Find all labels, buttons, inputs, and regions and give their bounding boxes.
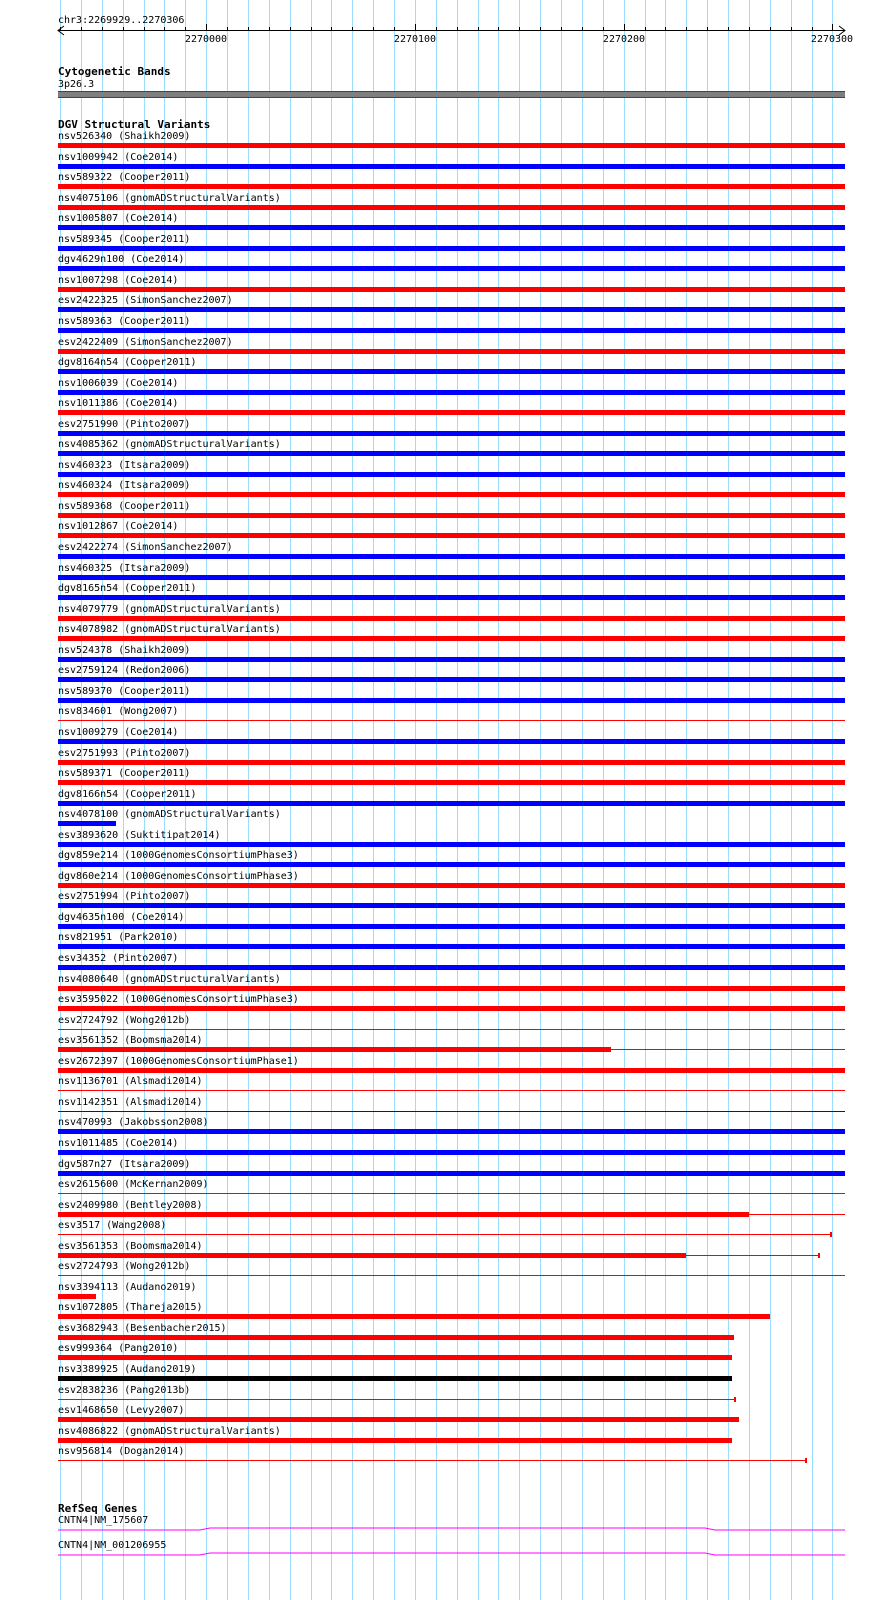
gene-label[interactable]: CNTN4|NM_175607 — [58, 1515, 149, 1526]
variant-bar[interactable] — [58, 862, 845, 867]
variant-extent-line[interactable] — [686, 1255, 820, 1256]
variant-label[interactable]: esv34352 (Pinto2007) — [58, 953, 179, 964]
variant-label[interactable]: nsv589322 (Cooper2011) — [58, 172, 191, 183]
dgv-track-title: DGV Structural Variants — [58, 118, 211, 131]
variant-bar[interactable] — [58, 780, 845, 785]
variant-label[interactable]: esv2615600 (McKernan2009) — [58, 1179, 209, 1190]
variant-bar[interactable] — [58, 821, 116, 826]
variant-bar[interactable] — [58, 205, 845, 210]
variant-label[interactable]: nsv589363 (Cooper2011) — [58, 316, 191, 327]
variant-extent-line[interactable] — [58, 1234, 832, 1235]
variant-extent-line[interactable] — [749, 1214, 845, 1215]
variant-label[interactable]: nsv1011386 (Coe2014) — [58, 398, 179, 409]
variant-bar[interactable] — [58, 801, 845, 806]
variant-label[interactable]: esv2751990 (Pinto2007) — [58, 419, 191, 430]
variant-bar[interactable] — [58, 184, 845, 189]
variant-end-cap — [818, 1253, 820, 1258]
variant-label[interactable]: nsv1009279 (Coe2014) — [58, 727, 179, 738]
variant-bar[interactable] — [58, 720, 845, 721]
variant-bar[interactable] — [58, 451, 845, 456]
variant-label[interactable]: esv2759124 (Redon2006) — [58, 665, 191, 676]
variant-bar[interactable] — [58, 760, 845, 765]
variant-label[interactable]: nsv1072805 (Thareja2015) — [58, 1302, 203, 1313]
variant-label[interactable]: nsv1006039 (Coe2014) — [58, 378, 179, 389]
variant-label[interactable]: esv2672397 (1000GenomesConsortiumPhase1) — [58, 1056, 299, 1067]
coordinate-ruler[interactable] — [0, 0, 890, 60]
variant-bar[interactable] — [58, 287, 845, 292]
variant-label[interactable]: nsv4078982 (gnomADStructuralVariants) — [58, 624, 281, 635]
variant-label[interactable]: esv3682943 (Besenbacher2015) — [58, 1323, 227, 1334]
variant-extent-line[interactable] — [58, 1460, 807, 1461]
variant-label[interactable]: nsv524378 (Shaikh2009) — [58, 645, 191, 656]
variant-label[interactable]: esv2422325 (SimonSanchez2007) — [58, 295, 233, 306]
variant-label[interactable]: nsv460323 (Itsara2009) — [58, 460, 191, 471]
variant-label[interactable]: dgv587n27 (Itsara2009) — [58, 1159, 191, 1170]
variant-label[interactable]: nsv956814 (Dogan2014) — [58, 1446, 185, 1457]
gene-label[interactable]: CNTN4|NM_001206955 — [58, 1540, 167, 1551]
variant-extent-line[interactable] — [58, 1399, 736, 1400]
variant-label[interactable]: nsv4078100 (gnomADStructuralVariants) — [58, 809, 281, 820]
variant-bar[interactable] — [58, 1171, 845, 1176]
variant-label[interactable]: esv2422409 (SimonSanchez2007) — [58, 337, 233, 348]
variant-label[interactable]: nsv460325 (Itsara2009) — [58, 563, 191, 574]
variant-bar[interactable] — [58, 657, 845, 662]
variant-label[interactable]: nsv1142351 (Alsmadi2014) — [58, 1097, 203, 1108]
variant-bar[interactable] — [58, 1275, 845, 1276]
cytoband-label: 3p26.3 — [58, 79, 95, 90]
cytoband-bar[interactable] — [58, 91, 845, 98]
variant-label[interactable]: nsv589371 (Cooper2011) — [58, 768, 191, 779]
variant-label[interactable]: nsv821951 (Park2010) — [58, 932, 179, 943]
variant-label[interactable]: esv2838236 (Pang2013b) — [58, 1385, 191, 1396]
variant-bar[interactable] — [58, 513, 845, 518]
variant-bar[interactable] — [58, 1029, 845, 1030]
variant-bar[interactable] — [58, 390, 845, 395]
variant-label[interactable]: nsv1007298 (Coe2014) — [58, 275, 179, 286]
variant-bar[interactable] — [58, 1068, 845, 1073]
variant-label[interactable]: nsv4075106 (gnomADStructuralVariants) — [58, 193, 281, 204]
variant-bar[interactable] — [58, 924, 845, 929]
variant-label[interactable]: nsv1012867 (Coe2014) — [58, 521, 179, 532]
cytoband-track-title: Cytogenetic Bands — [58, 65, 171, 78]
variant-bar[interactable] — [58, 410, 845, 415]
variant-bar[interactable] — [58, 246, 845, 251]
ruler-tick-label: 2270000 — [184, 34, 228, 45]
variant-end-cap — [734, 1397, 736, 1402]
variant-bar[interactable] — [58, 349, 845, 354]
variant-bar[interactable] — [58, 1376, 732, 1381]
variant-label[interactable]: dgv4629n100 (Coe2014) — [58, 254, 185, 265]
variant-label[interactable]: nsv3394113 (Audano2019) — [58, 1282, 197, 1293]
variant-label[interactable]: dgv859e214 (1000GenomesConsortiumPhase3) — [58, 850, 299, 861]
variant-bar[interactable] — [58, 307, 845, 312]
variant-label[interactable]: dgv8164n54 (Cooper2011) — [58, 357, 197, 368]
gene-intron-line[interactable] — [0, 1525, 890, 1533]
variant-label[interactable]: nsv460324 (Itsara2009) — [58, 480, 191, 491]
variant-label[interactable]: esv3561352 (Boomsma2014) — [58, 1035, 203, 1046]
variant-label[interactable]: nsv589370 (Cooper2011) — [58, 686, 191, 697]
variant-bar[interactable] — [58, 986, 845, 991]
variant-bar[interactable] — [58, 1253, 686, 1258]
variant-label[interactable]: nsv4086822 (gnomADStructuralVariants) — [58, 1426, 281, 1437]
variant-bar[interactable] — [58, 266, 845, 271]
variant-label[interactable]: nsv470993 (Jakobsson2008) — [58, 1117, 209, 1128]
variant-bar[interactable] — [58, 431, 845, 436]
refseq-track-title: RefSeq Genes — [58, 1502, 138, 1515]
variant-bar[interactable] — [58, 1090, 845, 1091]
variant-bar[interactable] — [58, 944, 845, 949]
variant-label[interactable]: dgv860e214 (1000GenomesConsortiumPhase3) — [58, 871, 299, 882]
variant-bar[interactable] — [58, 739, 845, 744]
variant-bar[interactable] — [58, 1438, 732, 1443]
variant-bar[interactable] — [58, 472, 845, 477]
variant-bar[interactable] — [58, 492, 845, 497]
variant-bar[interactable] — [58, 369, 845, 374]
variant-label[interactable]: nsv526340 (Shaikh2009) — [58, 131, 191, 142]
variant-label[interactable]: nsv1011485 (Coe2014) — [58, 1138, 179, 1149]
variant-bar[interactable] — [58, 1193, 845, 1194]
variant-label[interactable]: nsv4079779 (gnomADStructuralVariants) — [58, 604, 281, 615]
variant-bar[interactable] — [58, 616, 845, 621]
variant-label[interactable]: esv2751993 (Pinto2007) — [58, 748, 191, 759]
variant-label[interactable]: esv3517 (Wang2008) — [58, 1220, 167, 1231]
variant-bar[interactable] — [58, 1129, 845, 1134]
variant-bar[interactable] — [58, 698, 845, 703]
variant-label[interactable]: esv3595022 (1000GenomesConsortiumPhase3) — [58, 994, 299, 1005]
variant-bar[interactable] — [58, 1355, 732, 1360]
variant-label[interactable]: dgv8166n54 (Cooper2011) — [58, 789, 197, 800]
variant-bar[interactable] — [58, 1212, 749, 1217]
variant-label[interactable]: nsv4085362 (gnomADStructuralVariants) — [58, 439, 281, 450]
variant-label[interactable]: esv2724792 (Wong2012b) — [58, 1015, 191, 1026]
variant-label[interactable]: nsv1136701 (Alsmadi2014) — [58, 1076, 203, 1087]
variant-bar[interactable] — [58, 1006, 845, 1011]
variant-bar[interactable] — [58, 1335, 734, 1340]
variant-label[interactable]: esv2409980 (Bentley2008) — [58, 1200, 203, 1211]
variant-bar[interactable] — [58, 636, 845, 641]
variant-bar[interactable] — [58, 225, 845, 230]
variant-bar[interactable] — [58, 575, 845, 580]
variant-label[interactable]: dgv4635n100 (Coe2014) — [58, 912, 185, 923]
region-label: chr3:2269929..2270306 — [58, 15, 185, 26]
variant-end-cap — [805, 1458, 807, 1463]
variant-label[interactable]: esv999364 (Pang2010) — [58, 1343, 179, 1354]
variant-bar[interactable] — [58, 677, 845, 682]
variant-extent-line[interactable] — [611, 1049, 845, 1050]
variant-bar[interactable] — [58, 842, 845, 847]
variant-bar[interactable] — [58, 164, 845, 169]
variant-bar[interactable] — [58, 143, 845, 148]
variant-label[interactable]: nsv1009942 (Coe2014) — [58, 152, 179, 163]
variant-label[interactable]: esv1468650 (Levy2007) — [58, 1405, 185, 1416]
variant-bar[interactable] — [58, 1047, 611, 1052]
variant-bar[interactable] — [58, 883, 845, 888]
variant-bar[interactable] — [58, 1150, 845, 1155]
variant-label[interactable]: nsv3389925 (Audano2019) — [58, 1364, 197, 1375]
variant-bar[interactable] — [58, 965, 845, 970]
ruler-tick-label: 2270300 — [810, 34, 854, 45]
variant-label[interactable]: esv2724793 (Wong2012b) — [58, 1261, 191, 1272]
variant-label[interactable]: esv3893620 (Suktitipat2014) — [58, 830, 221, 841]
variant-label[interactable]: esv2751994 (Pinto2007) — [58, 891, 191, 902]
variant-label[interactable]: nsv589368 (Cooper2011) — [58, 501, 191, 512]
variant-bar[interactable] — [58, 554, 845, 559]
variant-bar[interactable] — [58, 328, 845, 333]
variant-label[interactable]: esv2422274 (SimonSanchez2007) — [58, 542, 233, 553]
gene-intron-line[interactable] — [0, 1550, 890, 1558]
variant-bar[interactable] — [58, 1417, 739, 1422]
variant-end-cap — [830, 1232, 832, 1237]
variant-bar[interactable] — [58, 533, 845, 538]
variant-label[interactable]: esv3561353 (Boomsma2014) — [58, 1241, 203, 1252]
ruler-tick-label: 2270100 — [393, 34, 437, 45]
variant-bar[interactable] — [58, 903, 845, 908]
variant-label[interactable]: nsv4080640 (gnomADStructuralVariants) — [58, 974, 281, 985]
variant-bar[interactable] — [58, 1314, 770, 1319]
variant-bar[interactable] — [58, 1294, 96, 1299]
variant-bar[interactable] — [58, 595, 845, 600]
variant-label[interactable]: nsv834601 (Wong2007) — [58, 706, 179, 717]
ruler-tick-label: 2270200 — [602, 34, 646, 45]
variant-bar[interactable] — [58, 1111, 845, 1112]
variant-label[interactable]: nsv1005807 (Coe2014) — [58, 213, 179, 224]
variant-label[interactable]: dgv8165n54 (Cooper2011) — [58, 583, 197, 594]
variant-label[interactable]: nsv589345 (Cooper2011) — [58, 234, 191, 245]
